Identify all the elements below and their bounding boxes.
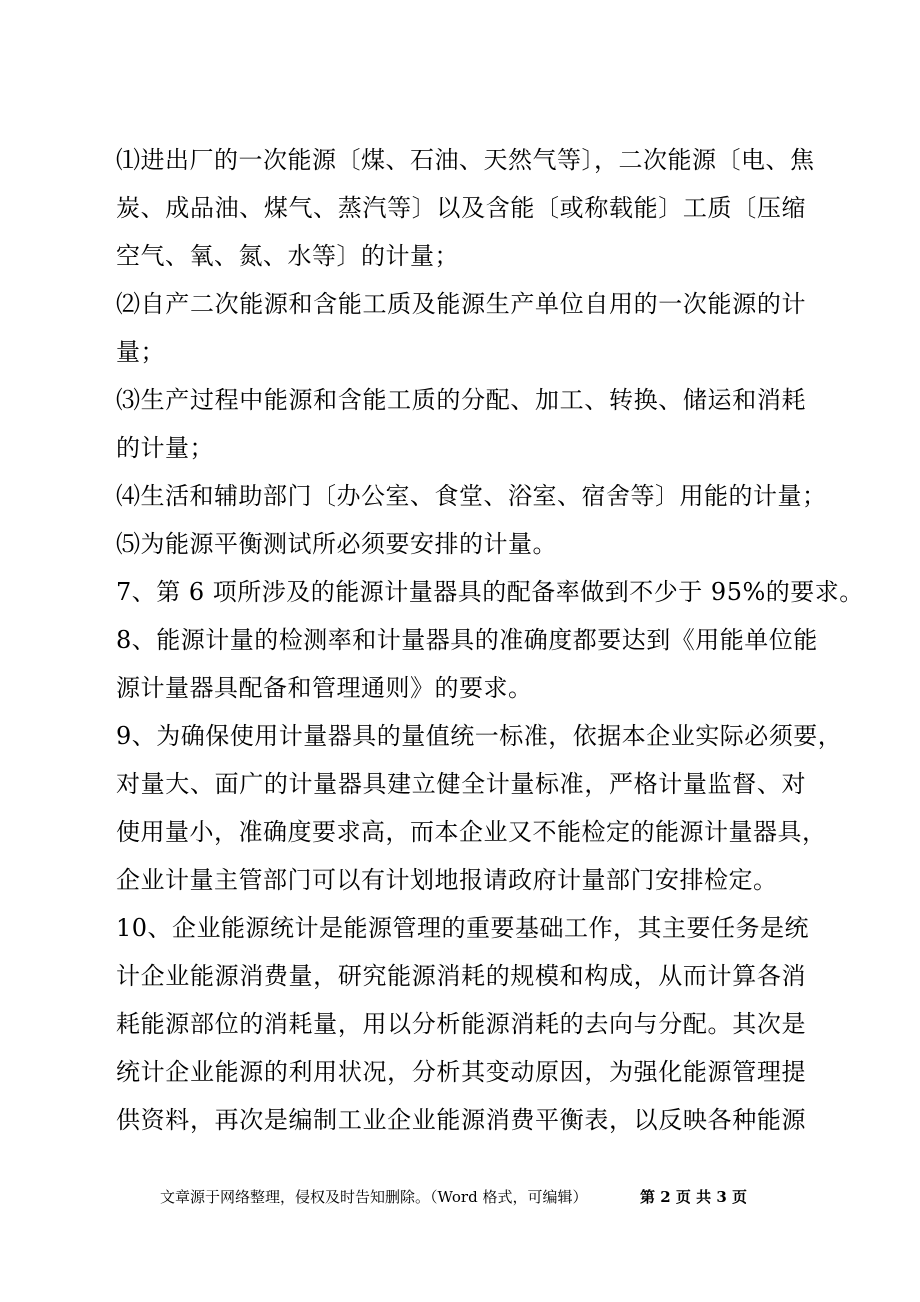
paragraph-item-1 xyxy=(116,136,815,280)
text-line: 使用量小，准确度要求高，而本企业又不能检定的能源计量器具， xyxy=(116,818,827,846)
text-line: 计企业能源消费量，研究能源消耗的规模和构成，从而计算各消 xyxy=(116,962,806,990)
paragraph-10 xyxy=(116,904,810,1144)
paragraph-item-3 xyxy=(116,376,806,472)
text-line: 7、第 6 项所涉及的能源计量器具的配备率做到不少于 95%的要求。 xyxy=(116,578,864,606)
page-number: 第 2 页 共 3 页 xyxy=(640,1188,747,1206)
text-line: 耗能源部位的消耗量，用以分析能源消耗的去向与分配。其次是 xyxy=(116,1010,806,1038)
text-line: ⑴进出厂的一次能源〔煤、石油、天然气等〕，二次能源〔电、焦 xyxy=(116,146,815,174)
text-line: 对量大、面广的计量器具建立健全计量标准，严格计量监督、对 xyxy=(116,770,806,798)
text-line: ⑵自产二次能源和含能工质及能源生产单位自用的一次能源的计 xyxy=(116,290,806,318)
paragraph-9 xyxy=(116,712,843,904)
text-line: 量； xyxy=(116,338,165,366)
document-body xyxy=(116,136,864,1144)
text-line: 企业计量主管部门可以有计划地报请政府计量部门安排检定。 xyxy=(116,866,778,894)
text-line: ⑷生活和辅助部门〔办公室、食堂、浴室、宿舍等〕用能的计量； xyxy=(116,482,827,510)
text-line: 统计企业能源的利用状况，分析其变动原因，为强化能源管理提 xyxy=(116,1058,806,1086)
text-line: 源计量器具配备和管理通则》的要求。 xyxy=(116,674,533,702)
paragraph-7 xyxy=(116,568,864,616)
text-line: 10、企业能源统计是能源管理的重要基础工作，其主要任务是统 xyxy=(116,914,810,942)
paragraph-item-5 xyxy=(116,520,806,568)
text-line: 的计量； xyxy=(116,434,214,462)
text-line: 9、为确保使用计量器具的量值统一标准，依据本企业实际必须要， xyxy=(116,722,843,750)
paragraph-8 xyxy=(116,616,818,712)
paragraph-item-4 xyxy=(116,472,827,520)
footer-source-note: 文章源于网络整理，侵权及时告知删除。（Word 格式，可编辑） xyxy=(160,1188,588,1206)
paragraph-item-2 xyxy=(116,280,806,376)
text-line: 供资料，再次是编制工业企业能源消费平衡表，以反映各种能源 xyxy=(116,1106,806,1134)
text-line: 8、能源计量的检测率和计量器具的准确度都要达到《用能单位能 xyxy=(116,626,818,654)
page-footer xyxy=(0,1182,920,1212)
text-line: ⑶生产过程中能源和含能工质的分配、加工、转换、储运和消耗 xyxy=(116,386,806,414)
text-line: 炭、成品油、煤气、蒸汽等〕以及含能〔或称载能〕工质〔压缩 xyxy=(116,194,806,222)
text-line: 空气、氧、氮、水等〕的计量； xyxy=(116,242,459,270)
text-line: ⑸为能源平衡测试所必须要安排的计量。 xyxy=(116,530,557,558)
